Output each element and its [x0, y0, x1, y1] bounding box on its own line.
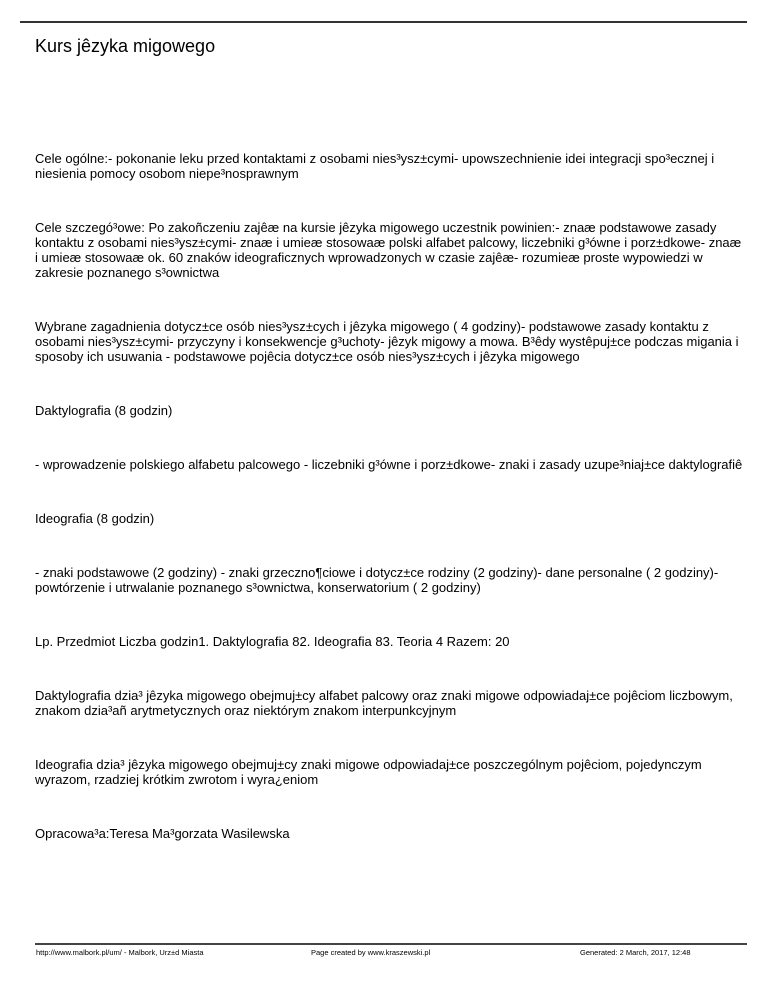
header-divider — [20, 21, 747, 23]
page-title: Kurs jêzyka migowego — [35, 36, 216, 56]
section-heading-ideografia: Ideografia (8 godzin) — [35, 511, 155, 526]
article-body — [35, 151, 747, 880]
footer-created-by: Page created by www.kraszewski.pl — [311, 948, 431, 957]
paragraph-author: Opracowa³a:Teresa Ma³gorzata Wasilewska — [35, 826, 290, 841]
footer-source-url: http://www.malbork.pl/um/ - Malbork, Urz±d Miasta — [36, 948, 204, 957]
footer-generated-date: Generated: 2 March, 2017, 12:48 — [580, 948, 691, 957]
paragraph-selected-topics: Wybrane zagadnienia dotycz±ce osób nies³ysz±cych i jêzyka migowego ( 4 godziny)- podstawowe zasady kontaktu z osobami nies³ysz±cymi- przyczyny i konsekwencje g³uchoty- jêzyk migowy a mowa. B³êdy wystêpuj±ce podczas migania i sposoby ich usuwania - podstawowe pojêcia dotycz±ce osób nies³ysz±cych i jêzyka migowego — [35, 319, 739, 364]
paragraph-detailed-goals: Cele szczegó³owe: Po zakoñczeniu zajêæ na kursie jêzyka migowego uczestnik powinien:- znaæ podstawowe zasady kontaktu z osobami nies³ysz±cymi- znaæ i umieæ stosowaæ polski alfabet palcowy, liczebniki g³ówne i porz±dkowe- znaæ i umieæ stosowaæ ok. 60 znaków ideograficznych wprowadzonych w czasie zajêæ- rozumieæ proste wypowiedzi w zakresie poznanego s³ownictwa — [35, 220, 742, 280]
paragraph-daktylografia-definition: Daktylografia dzia³ jêzyka migowego obejmuj±cy alfabet palcowy oraz znaki migowe odpowiadaj±ce pojêciom liczbowym, znakom dzia³añ arytmetycznych oraz niektórym znakom interpunkcyjnym — [35, 688, 733, 718]
paragraph-ideografia-topics: - znaki podstawowe (2 godziny) - znaki grzeczno¶ciowe i dotycz±ce rodziny (2 godziny)- dane personalne ( 2 godziny)- powtórzenie i utrwalanie poznanego s³ownictwa, konserwatorium ( 2 godziny) — [35, 565, 719, 595]
paragraph-ideografia-definition: Ideografia dzia³ jêzyka migowego obejmuj±cy znaki migowe odpowiadaj±ce poszczególnym pojêciom, pojedynczym wyrazom, rzadziej krótkim zwrotom i wyra¿eniom — [35, 757, 702, 787]
paragraph-subject-hours: Lp. Przedmiot Liczba godzin1. Daktylografia 82. Ideografia 83. Teoria 4 Razem: 20 — [35, 634, 510, 649]
paragraph-general-goals: Cele ogólne:- pokonanie leku przed kontaktami z osobami nies³ysz±cymi- upowszechnienie idei integracji spo³ecznej i niesienia pomocy osobom niepe³nosprawnym — [35, 151, 715, 181]
paragraph-daktylografia-topics: - wprowadzenie polskiego alfabetu palcowego - liczebniki g³ówne i porz±dkowe- znaki i zasady uzupe³niaj±ce daktylografiê — [35, 457, 743, 472]
section-heading-daktylografia: Daktylografia (8 godzin) — [35, 403, 173, 418]
footer-divider — [35, 943, 747, 945]
